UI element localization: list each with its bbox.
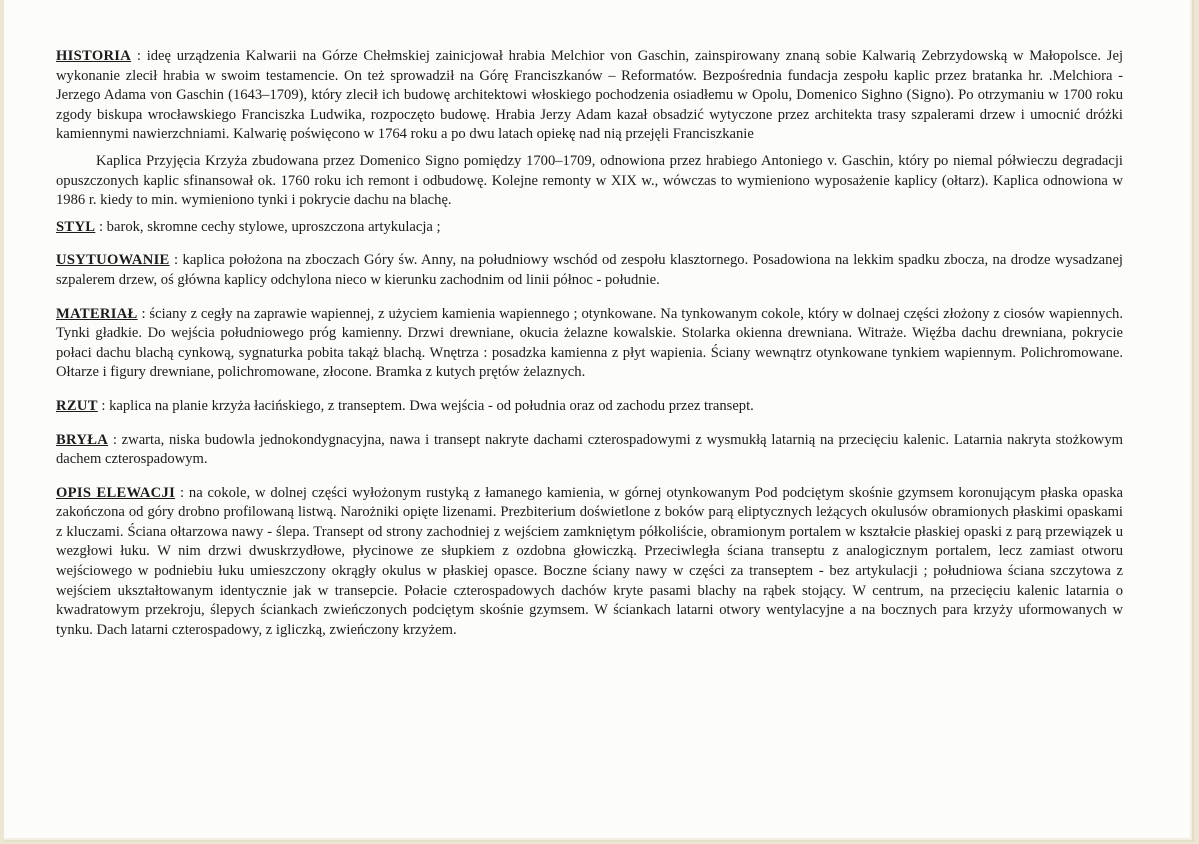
- section-styl: [56, 218, 1123, 238]
- text-material: : ściany z cegły na zaprawie wapiennej, z użyciem kamienia wapiennego ; otynkowane. Na tynkowanym cokole, który w dolnaej części złożony z ciosów wapiennych. Tynki gładkie. Do wejścia południowego próg kamienny. Drzwi drewniane, okucia żelazne kowalskie. Stolarka okienna drewniana. Witraże. Więźba dachu drewniana, pokrycie połaci dachu blachą cynkową, sygnaturka pobita takąż blachą. Wnętrza : posadzka kamienna z płyt wapienia. Ściany wewnątrz otynkowane tynkiem wapiennym. Polichromowane. Ołtarze i figury drewniane, polichromowane, złocone. Bramka z kutych prętów żelaznych.: [56, 305, 1123, 381]
- section-usytuowanie: [56, 251, 1123, 290]
- section-historia-kaplica: [56, 152, 1123, 211]
- section-bryla: [56, 431, 1123, 470]
- text-opis-elewacji: : na cokole, w dolnej części wyłożonym rustyką z łamanego kamienia, w górnej otynkowanym Pod podciętym skośnie gzymsem koronującym płaska opaska zakończona od góry drobno profilowaną listwą. Narożniki opięte lizenami. Prezbiterium doświetlone z boków parą eliptycznych leżących okulusów obramionych płaskimi opaskami z kluczami. Ściana ołtarzowa nawy - ślepa. Transept od strony zachodniej z wejściem zamkniętym półkoliście, obramionym portalem w kształcie płaskiej opaski z parą przewiązek u wezgłowi łuku. W nim drzwi dwuskrzydłowe, płycinowe ze słupkiem z ozdobna głowiczką. Przeciwległa ściana transeptu z analogicznym portalem, lecz zamiast otworu wejściowego w podniebiu łuku umieszczony okrągły okulus w płaskiej opasce. Boczne ściany nawy w części za transeptem - bez artykulacji ; południowa ściana szczytowa z wejściem ukształtowanym identycznie jak w transepcie. Połacie czterospadowych dachów kryte pasami blachy na rąbek stojący. W centrum, na przecięciu kalenic latarnia o kwadratowym przekroju, ślepych ściankach zwieńczonych podciętym skośnie gzymsem. W ściankach latarni otwory wentylacyjne a na bocznych para krzyży uformowanych w tynku. Dach latarni czterospadowy, z igliczką, zwieńczony krzyżem.: [56, 484, 1123, 638]
- document-body: [56, 47, 1123, 640]
- text-bryla: : zwarta, niska budowla jednokondygnacyjna, nawa i transept nakryte dachami czterospadowymi z wysmukłą latarnią na przecięciu kalenic. Latarnia nakryta stożkowym dachem czterospadowym.: [56, 431, 1123, 468]
- section-rzut: [56, 397, 1123, 417]
- section-material: [56, 305, 1123, 383]
- text-historia: : ideę urządzenia Kalwarii na Górze Chełmskiej zainicjował hrabia Melchior von Gaschin, zainspirowany znaną sobie Kalwarią Zebrzydowską w Małopolsce. Jej wykonanie zlecił hrabia w swoim testamencie. On też sprowadził na Górę Franciszkanów – Reformatów. Bezpośrednia fundacja zespołu kaplic przez bratanka hr. .Melchiora - Jerzego Adama von Gaschin (1643–1709), który zlecił ich budowę architektowi włoskiego pochodzenia osiadłemu w Opolu, Domenico Sighno (Signo). Po otrzymaniu w 1700 roku zgody biskupa wrocławskiego Franciszka Ludwika, rozpoczęto budowę. Hrabia Jerzy Adam kazał obsadzić wytyczone przez architekta trasy szpalerami drzew i umocnić dróżki kamiennymi nawierzchniami. Kalwarię poświęcono w 1764 roku a po dwu latach opiekę nad nią przejęli Franciszkanie: [56, 48, 1123, 143]
- text-historia-kaplica: Kaplica Przyjęcia Krzyża zbudowana przez Domenico Signo pomiędzy 1700–1709, odnowiona przez hrabiego Antoniego v. Gaschin, który po niemal półwieczu degradacji opuszczonych kaplic sfinansował ok. 1760 roku ich remont i odbudowę. Kolejne remonty w XIX w., wówczas to wymieniono wyposażenie kaplicy (ołtarz). Kaplica odnowiona w 1986 r. kiedy to min. wymieniono tynki i pokrycie dachu na blachę.: [56, 152, 1123, 209]
- heading-usytuowanie: USYTUOWANIE: [56, 252, 170, 269]
- section-opis-elewacji: [56, 484, 1123, 641]
- heading-historia: HISTORIA: [56, 48, 132, 64]
- heading-opis-elewacji: OPIS ELEWACJI: [56, 484, 176, 501]
- document-page: [4, 0, 1194, 842]
- section-historia: [56, 47, 1123, 145]
- text-rzut: : kaplica na planie krzyża łacińskiego, z transeptem. Dwa wejścia - od południa oraz od zachodu przez transept.: [97, 397, 754, 414]
- text-usytuowanie: : kaplica położona na zboczach Góry św. Anny, na południowy wschód od zespołu klasztornego. Posadowiona na lekkim spadku zbocza, na drodze wysadzanej szpalerem drzew, oś główna kaplicy odchylona nieco w kierunku zachodnim od linii północ - południe.: [56, 252, 1123, 288]
- heading-bryla: BRYŁA: [56, 431, 109, 448]
- heading-material: MATERIAŁ: [56, 305, 138, 322]
- heading-rzut: RZUT: [56, 397, 98, 414]
- heading-styl: STYL: [56, 218, 96, 235]
- text-styl: : barok, skromne cechy stylowe, uproszczona artykulacja ;: [95, 218, 441, 235]
